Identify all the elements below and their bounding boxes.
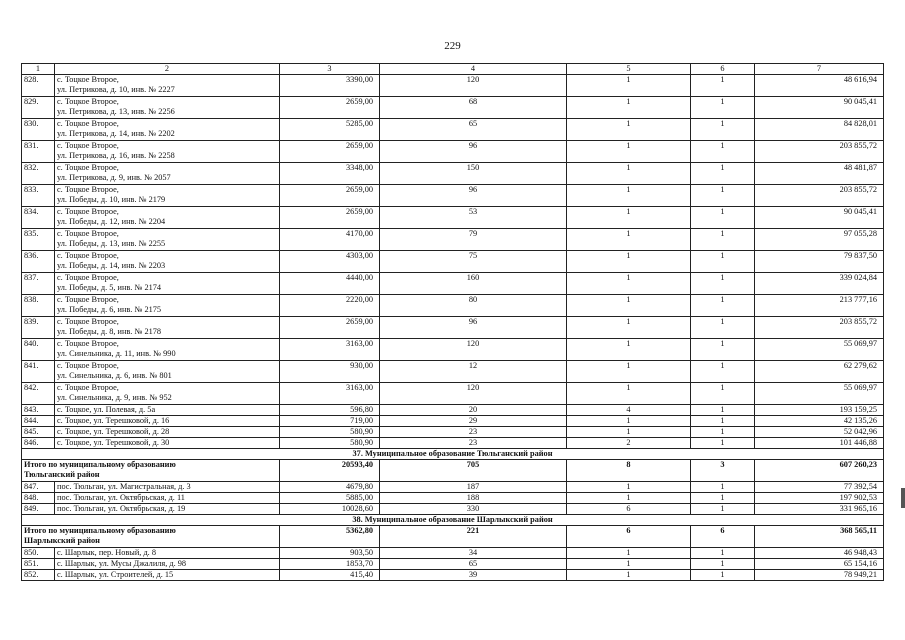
- total-area: 20593,40: [280, 460, 380, 482]
- row-col5: 1: [567, 383, 691, 405]
- row-col6: 1: [691, 295, 755, 317]
- row-area: 580,90: [280, 427, 380, 438]
- row-address: [55, 119, 280, 141]
- header-cell: 1: [22, 64, 55, 75]
- row-area: 580,90: [280, 438, 380, 449]
- table-row: [22, 97, 884, 119]
- address-line1: с. Тоцкое Второе,: [57, 317, 119, 326]
- row-col4: 96: [380, 185, 567, 207]
- row-number: 840.: [22, 339, 55, 361]
- housing-table: [21, 63, 884, 581]
- address-line1: с. Тоцкое Второе,: [57, 339, 119, 348]
- row-area: 3348,00: [280, 163, 380, 185]
- row-col4: 39: [380, 570, 567, 581]
- row-col5: 1: [567, 273, 691, 295]
- table-row: [22, 295, 884, 317]
- row-number: 841.: [22, 361, 55, 383]
- row-col6: 1: [691, 229, 755, 251]
- address-line2: ул. Синельника, д. 11, инв. № 990: [57, 349, 176, 358]
- row-col4: 65: [380, 559, 567, 570]
- row-col5: 1: [567, 427, 691, 438]
- address-line2: ул. Победы, д. 12, инв. № 2204: [57, 217, 166, 226]
- row-col6: 1: [691, 141, 755, 163]
- address-line1: с. Тоцкое Второе,: [57, 185, 119, 194]
- row-col5: 1: [567, 97, 691, 119]
- row-address: [55, 405, 280, 416]
- row-col4: 120: [380, 383, 567, 405]
- address-line2: ул. Петрикова, д. 13, инв. № 2256: [57, 107, 175, 116]
- header-cell: 6: [691, 64, 755, 75]
- row-col4: 12: [380, 361, 567, 383]
- row-col6: 1: [691, 119, 755, 141]
- row-number: 839.: [22, 317, 55, 339]
- table-row: [22, 548, 884, 559]
- address-line2: ул. Синельника, д. 6, инв. № 801: [57, 371, 172, 380]
- row-number: 831.: [22, 141, 55, 163]
- row-col5: 1: [567, 229, 691, 251]
- row-col6: 1: [691, 482, 755, 493]
- row-cost: 203 855,72: [755, 141, 884, 163]
- row-col4: 23: [380, 438, 567, 449]
- row-address: [55, 251, 280, 273]
- row-area: 719,00: [280, 416, 380, 427]
- total-col5: 8: [567, 460, 691, 482]
- row-area: 3163,00: [280, 383, 380, 405]
- row-col5: 1: [567, 493, 691, 504]
- row-col4: 34: [380, 548, 567, 559]
- row-address: [55, 504, 280, 515]
- row-col5: 1: [567, 251, 691, 273]
- row-col4: 53: [380, 207, 567, 229]
- row-col6: 1: [691, 570, 755, 581]
- table-row: [22, 185, 884, 207]
- total-label: [22, 460, 280, 482]
- row-area: 4303,00: [280, 251, 380, 273]
- row-col6: 1: [691, 75, 755, 97]
- row-cost: 48 616,94: [755, 75, 884, 97]
- row-cost: 79 837,50: [755, 251, 884, 273]
- table-row: [22, 427, 884, 438]
- section-title: 38. Муниципальное образование Шарлыкский район: [22, 515, 884, 526]
- row-col4: 150: [380, 163, 567, 185]
- row-cost: 90 045,41: [755, 207, 884, 229]
- address-line2: ул. Синельника, д. 9, инв. № 952: [57, 393, 172, 402]
- table-row: [22, 416, 884, 427]
- row-col6: 1: [691, 427, 755, 438]
- row-address: [55, 361, 280, 383]
- address-line1: с. Тоцкое Второе,: [57, 273, 119, 282]
- row-col6: 1: [691, 207, 755, 229]
- row-cost: 55 069,97: [755, 383, 884, 405]
- row-address: [55, 416, 280, 427]
- row-col6: 1: [691, 185, 755, 207]
- row-address: [55, 317, 280, 339]
- row-col5: 6: [567, 504, 691, 515]
- row-number: 846.: [22, 438, 55, 449]
- table-row: [22, 361, 884, 383]
- header-cell: 5: [567, 64, 691, 75]
- table-row: [22, 251, 884, 273]
- row-cost: 193 159,25: [755, 405, 884, 416]
- row-number: 833.: [22, 185, 55, 207]
- address-line2: ул. Победы, д. 10, инв. № 2179: [57, 195, 166, 204]
- row-col5: 4: [567, 405, 691, 416]
- total-label-line1: Итого по муниципальному образованию: [24, 526, 176, 535]
- row-number: 850.: [22, 548, 55, 559]
- table-row: [22, 75, 884, 97]
- address-line2: ул. Победы, д. 6, инв. № 2175: [57, 305, 162, 314]
- row-area: 415,40: [280, 570, 380, 581]
- address-line2: ул. Победы, д. 5, инв. № 2174: [57, 283, 162, 292]
- table-row: [22, 141, 884, 163]
- address-line1: с. Тоцкое, ул. Полевая, д. 5а: [57, 405, 156, 414]
- row-cost: 42 135,26: [755, 416, 884, 427]
- address-line1: с. Тоцкое Второе,: [57, 163, 119, 172]
- row-address: [55, 559, 280, 570]
- row-cost: 55 069,97: [755, 339, 884, 361]
- table-row: [22, 207, 884, 229]
- row-col5: 1: [567, 295, 691, 317]
- total-label-line2: Шарлыкский район: [24, 536, 100, 545]
- row-address: [55, 207, 280, 229]
- address-line1: с. Шарлык, ул. Строителей, д. 15: [57, 570, 174, 579]
- row-col6: 1: [691, 163, 755, 185]
- table-row: [22, 504, 884, 515]
- total-col4: 705: [380, 460, 567, 482]
- header-cell: 4: [380, 64, 567, 75]
- address-line1: с. Тоцкое, ул. Терешковой, д. 28: [57, 427, 170, 436]
- page-number: 229: [444, 40, 461, 52]
- row-number: 848.: [22, 493, 55, 504]
- table-row: [22, 482, 884, 493]
- row-col5: 1: [567, 119, 691, 141]
- total-label-line1: Итого по муниципальному образованию: [24, 460, 176, 469]
- row-col5: 1: [567, 482, 691, 493]
- row-col6: 1: [691, 339, 755, 361]
- row-address: [55, 339, 280, 361]
- table-row: [22, 493, 884, 504]
- address-line2: ул. Победы, д. 13, инв. № 2255: [57, 239, 166, 248]
- row-address: [55, 493, 280, 504]
- row-area: 1853,70: [280, 559, 380, 570]
- row-number: 829.: [22, 97, 55, 119]
- total-col5: 6: [567, 526, 691, 548]
- table-row: [22, 317, 884, 339]
- row-number: 844.: [22, 416, 55, 427]
- row-address: [55, 141, 280, 163]
- address-line2: ул. Победы, д. 8, инв. № 2178: [57, 327, 162, 336]
- row-area: 4440,00: [280, 273, 380, 295]
- address-line1: с. Тоцкое Второе,: [57, 141, 119, 150]
- table-row: [22, 570, 884, 581]
- row-col6: 1: [691, 251, 755, 273]
- table-row: [22, 559, 884, 570]
- row-cost: 101 446,88: [755, 438, 884, 449]
- row-area: 2659,00: [280, 141, 380, 163]
- row-col4: 75: [380, 251, 567, 273]
- row-number: 843.: [22, 405, 55, 416]
- row-address: [55, 383, 280, 405]
- total-label: [22, 526, 280, 548]
- table-row: [22, 339, 884, 361]
- row-col6: 1: [691, 438, 755, 449]
- address-line2: ул. Петрикова, д. 10, инв. № 2227: [57, 85, 175, 94]
- row-col6: 1: [691, 317, 755, 339]
- row-cost: 77 392,54: [755, 482, 884, 493]
- row-cost: 78 949,21: [755, 570, 884, 581]
- row-cost: 97 055,28: [755, 229, 884, 251]
- row-cost: 84 828,01: [755, 119, 884, 141]
- row-area: 2659,00: [280, 185, 380, 207]
- address-line1: пос. Тюльган, ул. Октябрьская, д. 19: [57, 504, 186, 513]
- row-col6: 1: [691, 383, 755, 405]
- address-line1: с. Тоцкое Второе,: [57, 119, 119, 128]
- row-col5: 1: [567, 185, 691, 207]
- address-line1: с. Тоцкое, ул. Терешковой, д. 30: [57, 438, 170, 447]
- address-line2: ул. Петрикова, д. 14, инв. № 2202: [57, 129, 175, 138]
- row-area: 930,00: [280, 361, 380, 383]
- row-area: 3390,00: [280, 75, 380, 97]
- row-address: [55, 229, 280, 251]
- row-col4: 330: [380, 504, 567, 515]
- row-cost: 203 855,72: [755, 317, 884, 339]
- address-line1: с. Тоцкое Второе,: [57, 295, 119, 304]
- total-row: [22, 526, 884, 548]
- address-line1: с. Тоцкое, ул. Терешковой, д. 16: [57, 416, 170, 425]
- row-number: 830.: [22, 119, 55, 141]
- row-area: 4679,80: [280, 482, 380, 493]
- row-address: [55, 548, 280, 559]
- row-area: 10028,60: [280, 504, 380, 515]
- row-col4: 68: [380, 97, 567, 119]
- row-col5: 1: [567, 317, 691, 339]
- row-col4: 23: [380, 427, 567, 438]
- row-address: [55, 570, 280, 581]
- total-cost: 368 565,11: [755, 526, 884, 548]
- row-col4: 160: [380, 273, 567, 295]
- address-line2: ул. Петрикова, д. 16, инв. № 2258: [57, 151, 175, 160]
- row-col4: 188: [380, 493, 567, 504]
- address-line1: с. Тоцкое Второе,: [57, 229, 119, 238]
- row-number: 835.: [22, 229, 55, 251]
- row-number: 828.: [22, 75, 55, 97]
- row-col5: 1: [567, 141, 691, 163]
- row-cost: 65 154,16: [755, 559, 884, 570]
- section-header-row: [22, 449, 884, 460]
- row-number: 847.: [22, 482, 55, 493]
- address-line2: ул. Петрикова, д. 9, инв. № 2057: [57, 173, 171, 182]
- address-line1: с. Шарлык, ул. Мусы Джалиля, д. 98: [57, 559, 187, 568]
- row-col6: 1: [691, 416, 755, 427]
- row-col4: 79: [380, 229, 567, 251]
- row-col4: 65: [380, 119, 567, 141]
- row-cost: 213 777,16: [755, 295, 884, 317]
- table-row: [22, 405, 884, 416]
- total-cost: 607 260,23: [755, 460, 884, 482]
- row-area: 5285,00: [280, 119, 380, 141]
- address-line1: с. Тоцкое Второе,: [57, 361, 119, 370]
- row-address: [55, 427, 280, 438]
- row-number: 842.: [22, 383, 55, 405]
- header-cell: 7: [755, 64, 884, 75]
- row-col4: 20: [380, 405, 567, 416]
- table-row: [22, 229, 884, 251]
- row-cost: 331 965,16: [755, 504, 884, 515]
- row-number: 845.: [22, 427, 55, 438]
- row-address: [55, 75, 280, 97]
- row-col4: 96: [380, 317, 567, 339]
- row-col4: 80: [380, 295, 567, 317]
- row-col6: 1: [691, 493, 755, 504]
- row-cost: 48 481,87: [755, 163, 884, 185]
- row-number: 834.: [22, 207, 55, 229]
- row-col5: 1: [567, 75, 691, 97]
- row-address: [55, 185, 280, 207]
- address-line1: с. Тоцкое Второе,: [57, 75, 119, 84]
- row-cost: 52 042,96: [755, 427, 884, 438]
- address-line1: с. Шарлык, пер. Новый, д. 8: [57, 548, 156, 557]
- row-area: 5885,00: [280, 493, 380, 504]
- address-line1: пос. Тюльган, ул. Магистральная, д. 3: [57, 482, 191, 491]
- row-col5: 1: [567, 570, 691, 581]
- row-col6: 1: [691, 504, 755, 515]
- row-col5: 1: [567, 339, 691, 361]
- row-col6: 1: [691, 361, 755, 383]
- header-cell: 2: [55, 64, 280, 75]
- row-col6: 1: [691, 548, 755, 559]
- row-address: [55, 438, 280, 449]
- row-col5: 2: [567, 438, 691, 449]
- address-line1: с. Тоцкое Второе,: [57, 251, 119, 260]
- address-line1: с. Тоцкое Второе,: [57, 207, 119, 216]
- table-row: [22, 383, 884, 405]
- total-col4: 221: [380, 526, 567, 548]
- row-area: 2659,00: [280, 317, 380, 339]
- row-area: 2659,00: [280, 97, 380, 119]
- table-row: [22, 119, 884, 141]
- address-line1: пос. Тюльган, ул. Октябрьская, д. 11: [57, 493, 185, 502]
- total-row: [22, 460, 884, 482]
- row-col5: 1: [567, 559, 691, 570]
- row-number: 851.: [22, 559, 55, 570]
- row-address: [55, 295, 280, 317]
- row-col5: 1: [567, 163, 691, 185]
- row-cost: 62 279,62: [755, 361, 884, 383]
- row-col5: 1: [567, 416, 691, 427]
- row-cost: 90 045,41: [755, 97, 884, 119]
- row-col5: 1: [567, 361, 691, 383]
- row-number: 838.: [22, 295, 55, 317]
- row-area: 3163,00: [280, 339, 380, 361]
- total-col6: 6: [691, 526, 755, 548]
- row-col4: 29: [380, 416, 567, 427]
- total-label-line2: Тюльганский район: [24, 470, 100, 479]
- section-header-row: [22, 515, 884, 526]
- table-row: [22, 273, 884, 295]
- row-area: 2659,00: [280, 207, 380, 229]
- row-address: [55, 97, 280, 119]
- row-cost: 46 948,43: [755, 548, 884, 559]
- address-line1: с. Тоцкое Второе,: [57, 383, 119, 392]
- row-cost: 197 902,53: [755, 493, 884, 504]
- row-address: [55, 482, 280, 493]
- row-col5: 1: [567, 207, 691, 229]
- row-col4: 120: [380, 75, 567, 97]
- row-col4: 187: [380, 482, 567, 493]
- address-line1: с. Тоцкое Второе,: [57, 97, 119, 106]
- row-col6: 1: [691, 405, 755, 416]
- row-col6: 1: [691, 97, 755, 119]
- table-row: [22, 163, 884, 185]
- address-line2: ул. Победы, д. 14, инв. № 2203: [57, 261, 166, 270]
- table-row: [22, 438, 884, 449]
- row-area: 903,50: [280, 548, 380, 559]
- row-col6: 1: [691, 559, 755, 570]
- row-number: 832.: [22, 163, 55, 185]
- row-cost: 203 855,72: [755, 185, 884, 207]
- row-cost: 339 024,84: [755, 273, 884, 295]
- row-number: 837.: [22, 273, 55, 295]
- row-area: 596,80: [280, 405, 380, 416]
- row-number: 849.: [22, 504, 55, 515]
- row-number: 852.: [22, 570, 55, 581]
- header-cell: 3: [280, 64, 380, 75]
- section-title: 37. Муниципальное образование Тюльганский район: [22, 449, 884, 460]
- row-area: 2220,00: [280, 295, 380, 317]
- row-address: [55, 273, 280, 295]
- total-area: 5362,80: [280, 526, 380, 548]
- row-number: 836.: [22, 251, 55, 273]
- row-area: 4170,00: [280, 229, 380, 251]
- scan-edge-mark: [901, 488, 905, 508]
- row-col5: 1: [567, 548, 691, 559]
- row-col6: 1: [691, 273, 755, 295]
- total-col6: 3: [691, 460, 755, 482]
- row-col4: 120: [380, 339, 567, 361]
- row-col4: 96: [380, 141, 567, 163]
- header-row: [22, 64, 884, 75]
- row-address: [55, 163, 280, 185]
